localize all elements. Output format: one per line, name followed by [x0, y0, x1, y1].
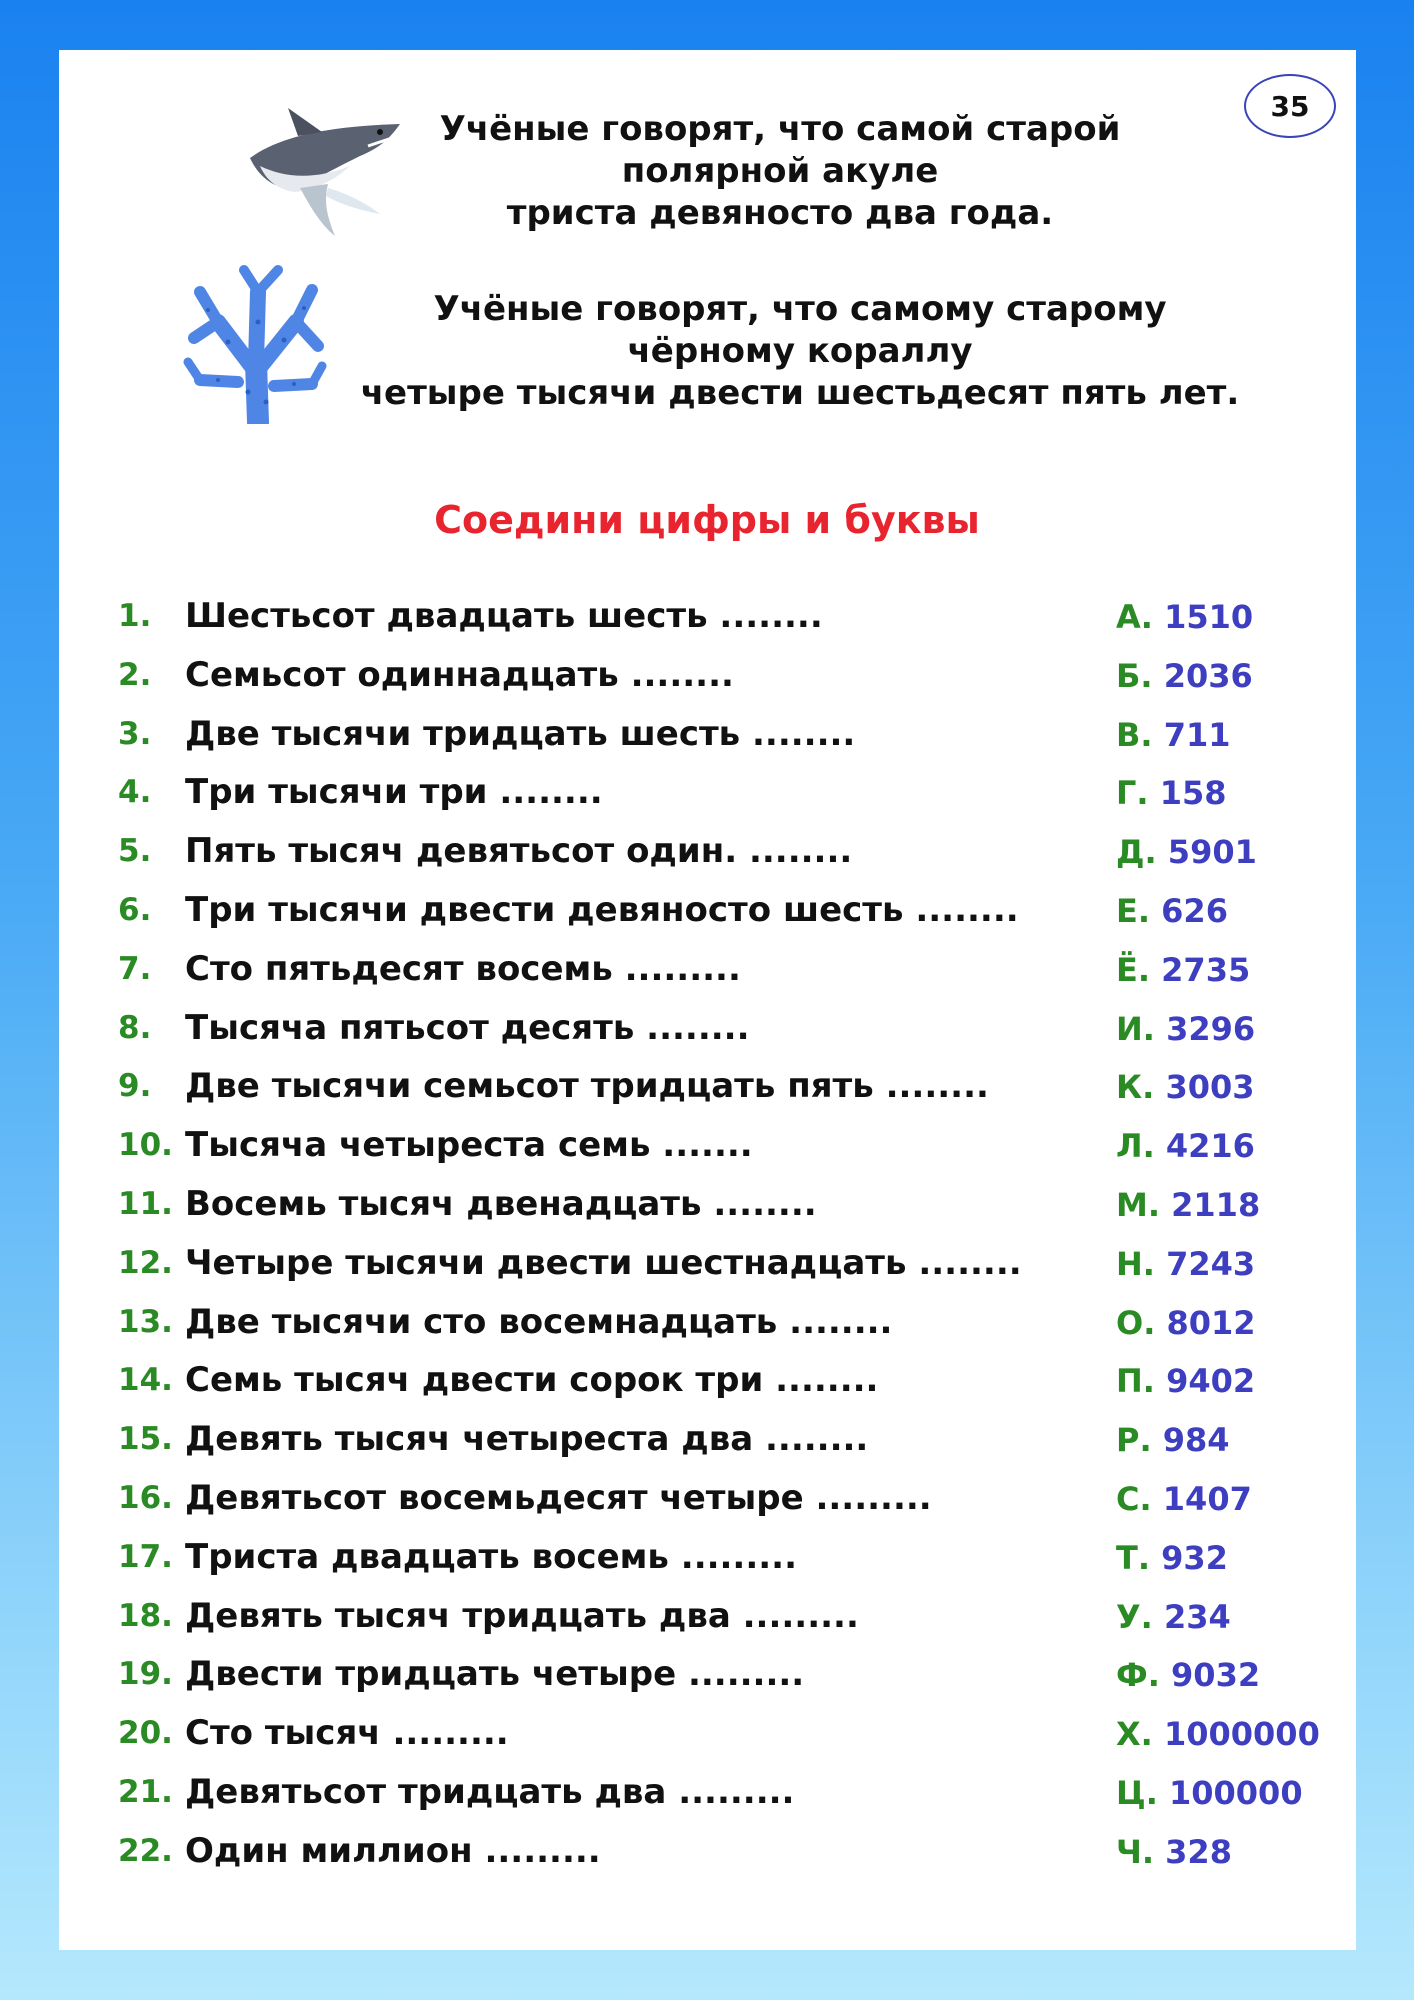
answer-option: [1116, 1656, 1260, 1694]
answer-option: [1116, 833, 1257, 871]
item-number: 20.: [118, 1715, 173, 1752]
answer-option: [1116, 951, 1250, 989]
answer-option: [1116, 774, 1226, 812]
fact-line: Учёные говорят, что самой старой: [439, 109, 1121, 149]
answer-value: 234: [1163, 1597, 1231, 1636]
list-item: [0, 708, 1414, 767]
answer-value: 5901: [1167, 833, 1257, 872]
answer-value: 4216: [1165, 1127, 1255, 1166]
item-words: Тысяча пятьсот десять ........: [185, 1007, 750, 1048]
answer-letter: У.: [1116, 1597, 1153, 1636]
item-words: Сто тысяч .........: [185, 1713, 509, 1754]
coral-icon: [178, 262, 328, 424]
fact-line: Учёные говорят, что самому старому: [433, 289, 1167, 329]
answer-value: 984: [1162, 1421, 1230, 1460]
item-words: Восемь тысяч двенадцать ........: [185, 1183, 817, 1224]
list-item: [0, 1590, 1414, 1649]
list-item: [0, 1060, 1414, 1119]
answer-value: 3003: [1165, 1068, 1255, 1107]
item-number: 4.: [118, 774, 152, 811]
item-number: 18.: [118, 1597, 173, 1634]
answer-letter: Ё.: [1116, 950, 1151, 989]
answer-letter: Ц.: [1116, 1773, 1158, 1812]
item-words: Две тысячи сто восемнадцать ........: [185, 1301, 893, 1342]
item-number: 13.: [118, 1303, 173, 1340]
answer-letter: Т.: [1116, 1538, 1150, 1577]
list-item: [0, 1707, 1414, 1766]
answer-letter: Р.: [1116, 1421, 1152, 1460]
answer-letter: Ф.: [1116, 1656, 1160, 1695]
item-words: Сто пятьдесят восемь .........: [185, 948, 741, 989]
answer-option: [1116, 1480, 1252, 1518]
answer-value: 2118: [1171, 1185, 1261, 1224]
item-number: 6.: [118, 891, 152, 928]
answer-option: [1116, 1774, 1303, 1812]
answer-option: [1116, 1068, 1255, 1106]
item-number: 7.: [118, 950, 152, 987]
list-item: [0, 1531, 1414, 1590]
item-number: 12.: [118, 1244, 173, 1281]
answer-value: 2036: [1163, 656, 1253, 695]
answer-option: [1116, 892, 1228, 930]
answer-option: [1116, 1186, 1260, 1224]
answer-option: [1116, 598, 1253, 636]
item-number: 11.: [118, 1185, 173, 1222]
answer-option: [1116, 1245, 1255, 1283]
list-item: [0, 1766, 1414, 1825]
answer-letter: П.: [1116, 1362, 1155, 1401]
item-words: Девятьсот тридцать два .........: [185, 1771, 795, 1812]
answer-value: 7243: [1166, 1244, 1256, 1283]
answer-letter: В.: [1116, 715, 1153, 754]
list-item: [0, 1354, 1414, 1413]
item-number: 10.: [118, 1127, 173, 1164]
item-number: 22.: [118, 1832, 173, 1869]
answer-value: 9032: [1171, 1656, 1261, 1695]
answer-value: 2735: [1161, 950, 1251, 989]
answer-value: 1000000: [1163, 1715, 1320, 1754]
answer-option: [1116, 1539, 1228, 1577]
list-item: [0, 1178, 1414, 1237]
item-words: Девять тысяч тридцать два .........: [185, 1595, 859, 1636]
answer-option: [1116, 1010, 1255, 1048]
answer-value: 3296: [1166, 1009, 1256, 1048]
item-words: Две тысячи тридцать шесть ........: [185, 713, 856, 754]
answer-letter: Е.: [1116, 891, 1151, 930]
item-words: Девятьсот восемьдесят четыре .........: [185, 1477, 932, 1518]
matching-list: [0, 590, 1414, 1884]
list-item: [0, 1002, 1414, 1061]
item-words: Семь тысяч двести сорок три ........: [185, 1360, 879, 1401]
fact-coral: [330, 288, 1270, 414]
item-number: 17.: [118, 1538, 173, 1575]
list-item: [0, 1296, 1414, 1355]
fact-shark: [380, 108, 1180, 234]
item-words: Двести тридцать четыре .........: [185, 1654, 805, 1695]
fact-line: полярной акуле: [621, 151, 939, 191]
answer-letter: С.: [1116, 1479, 1152, 1518]
item-words: Две тысячи семьсот тридцать пять ........: [185, 1066, 989, 1107]
item-number: 16.: [118, 1479, 173, 1516]
answer-letter: О.: [1116, 1303, 1156, 1342]
answer-option: [1116, 1833, 1232, 1871]
item-words: Четыре тысячи двести шестнадцать ........: [185, 1242, 1022, 1283]
item-number: 14.: [118, 1362, 173, 1399]
item-number: 3.: [118, 715, 152, 752]
item-number: 8.: [118, 1009, 152, 1046]
answer-letter: М.: [1116, 1185, 1160, 1224]
answer-letter: Ч.: [1116, 1832, 1155, 1871]
answer-option: [1116, 716, 1230, 754]
answer-letter: Л.: [1116, 1127, 1155, 1166]
list-item: [0, 1119, 1414, 1178]
list-item: [0, 1237, 1414, 1296]
item-number: 1.: [118, 598, 152, 634]
item-number: 15.: [118, 1421, 173, 1458]
answer-value: 1510: [1164, 598, 1254, 636]
answer-value: 328: [1165, 1832, 1232, 1871]
answer-option: [1116, 1421, 1230, 1459]
answer-letter: Н.: [1116, 1244, 1155, 1283]
answer-value: 9402: [1166, 1362, 1256, 1401]
answer-letter: Б.: [1116, 656, 1153, 695]
answer-option: [1116, 1362, 1255, 1400]
list-item: [0, 590, 1414, 649]
list-item: [0, 1413, 1414, 1472]
item-words: Три тысячи двести девяносто шесть ........: [185, 889, 1019, 930]
answer-value: 1407: [1162, 1479, 1252, 1518]
answer-option: [1116, 1598, 1231, 1636]
page-number: 35: [1244, 74, 1336, 138]
list-item: [0, 943, 1414, 1002]
answer-value: 711: [1163, 715, 1231, 754]
list-item: [0, 1825, 1414, 1884]
answer-letter: А.: [1116, 598, 1153, 636]
answer-letter: Д.: [1116, 833, 1157, 872]
answer-letter: И.: [1116, 1009, 1155, 1048]
fact-line: триста девяносто два года.: [506, 193, 1054, 233]
list-item: [0, 825, 1414, 884]
answer-letter: Г.: [1116, 774, 1149, 813]
item-words: Девять тысяч четыреста два ........: [185, 1419, 869, 1460]
answer-option: [1116, 1304, 1256, 1342]
answer-value: 8012: [1166, 1303, 1256, 1342]
item-number: 2.: [118, 656, 152, 693]
list-item: [0, 884, 1414, 943]
item-words: Тысяча четыреста семь .......: [185, 1125, 753, 1166]
answer-option: [1116, 657, 1253, 695]
item-number: 5.: [118, 833, 152, 870]
answer-value: 100000: [1168, 1773, 1303, 1812]
item-words: Пять тысяч девятьсот один. ........: [185, 831, 853, 872]
answer-letter: Х.: [1116, 1715, 1153, 1754]
answer-value: 158: [1159, 774, 1227, 813]
item-number: 19.: [118, 1656, 173, 1693]
fact-line: четыре тысячи двести шестьдесят пять лет.: [360, 373, 1240, 413]
answer-value: 932: [1161, 1538, 1228, 1577]
item-words: Один миллион .........: [185, 1830, 601, 1871]
item-number: 21.: [118, 1773, 173, 1810]
item-words: Три тысячи три ........: [185, 772, 603, 813]
answer-option: [1116, 1715, 1320, 1753]
fact-line: чёрному кораллу: [627, 331, 973, 371]
list-item: [0, 649, 1414, 708]
answer-option: [1116, 1127, 1255, 1165]
answer-value: 626: [1161, 891, 1228, 930]
item-words: Шестьсот двадцать шесть ........: [185, 596, 823, 636]
item-words: Семьсот одиннадцать ........: [185, 654, 734, 695]
list-item: [0, 1648, 1414, 1707]
task-title: Соедини цифры и буквы: [434, 498, 980, 542]
item-words: Триста двадцать восемь .........: [185, 1536, 798, 1577]
list-item: [0, 766, 1414, 825]
list-item: [0, 1472, 1414, 1531]
answer-letter: К.: [1116, 1068, 1155, 1107]
item-number: 9.: [118, 1068, 152, 1105]
